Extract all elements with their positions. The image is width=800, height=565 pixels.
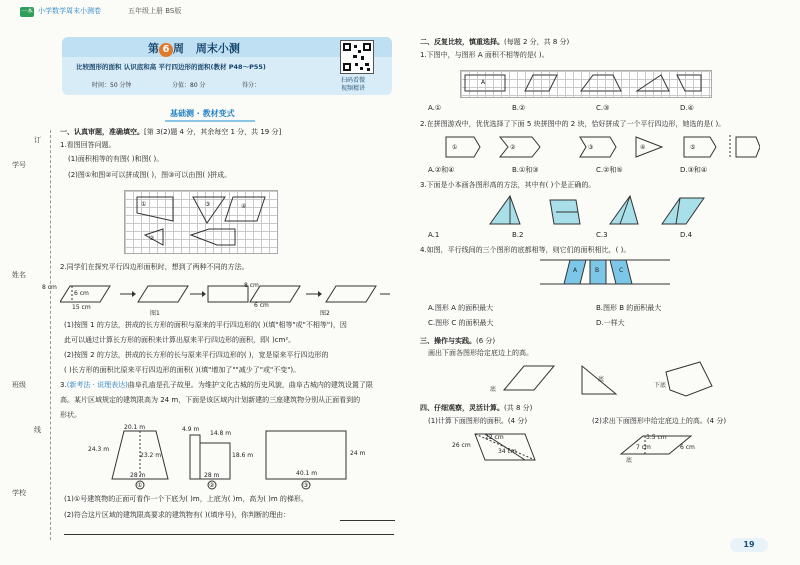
p2-q3-opt-d[interactable]: D.4 <box>680 231 693 239</box>
side-ding: 订 <box>34 136 41 144</box>
p4-f1-b: 26 cm <box>452 442 471 449</box>
part1-heading: 一、认真审题，准确填空。[第 3(2)题 4 分，其余每空 1 分，共 19 分] <box>60 128 282 136</box>
fig1-side: 8 cm <box>42 284 57 291</box>
p2-q1-opt-c[interactable]: C.③ <box>596 104 610 112</box>
time-label: 时间：50 分钟 <box>92 82 132 89</box>
qr-pattern-icon <box>341 41 373 73</box>
shape-5 <box>191 229 235 245</box>
page-number: 19 <box>730 538 768 552</box>
p2-q4: 4.如图，平行线间的三个图形的底都相等，则它们的面积相比，( )。 <box>420 246 631 254</box>
p2-q1-grid: A <box>460 70 712 98</box>
p2-q3-opt-c[interactable]: C.3 <box>596 231 608 239</box>
b3-height: 24 m <box>350 450 366 457</box>
p2-q2-opt-a[interactable]: A.②和④ <box>428 166 455 174</box>
b2-c: 18.6 m <box>232 452 254 459</box>
fig2-caption: 图2 <box>320 310 330 317</box>
week-title: 第 6 周 周末小测 <box>148 42 240 55</box>
p2-q4-figure <box>540 257 670 287</box>
part3-heading: 三、操作与实践。(6 分) <box>420 337 496 345</box>
binding-line <box>50 130 51 540</box>
fig1-rectangle <box>208 286 248 302</box>
p2-q3-opt-b[interactable]: B.2 <box>512 231 524 239</box>
p3-base-3: 下底 <box>654 382 667 389</box>
p4-q2: (2)求出下面图形中给定底边上的高。(4 分) <box>592 417 727 425</box>
p1-q2-2a: (2)按图 2 的方法，拼成的长方形的长与原来平行四边形的( )，宽是原来平行四边形的 <box>64 351 329 359</box>
p1-q3-2: (2)符合这片区域的建筑限高要求的建筑物有( )(填序号)，你判断的理由： <box>64 511 291 519</box>
qr-caption-1: 扫码看微 <box>341 77 366 84</box>
p4-f2-c: 7 cm <box>636 444 651 451</box>
p2-q1-opt-d[interactable]: D.④ <box>680 104 694 112</box>
b1-mid: 23.2 m <box>140 452 162 459</box>
fig1-height: 6 cm <box>74 290 89 297</box>
p1-q3-1: (1)①号建筑物的正面可看作一个下底为( )m，上底为( )m，高为( )m 的梯形。 <box>64 495 308 503</box>
qr-caption-2: 视频精讲 <box>341 85 366 92</box>
worksheet-page: 一本 小学数学周末小测卷 五年级上册 BS版 学号 姓名 班级 学校 订 线 第 6 周 周末小测 比较图形的面积 认识底和高 平行四边形的面积(教材 P48～P55) 时间：50 分钟 分值：80 分 得分： 扫码看微 视频精讲 基础测 · 教材变式 一、认真审题，准确填空。[第 3(2)题 4 分，其余每空 1 分，共 19 分] 1.看图回答问题。 (1)面积相等的有图( )和图( )。 (2)图①和图②可以拼成图( )，图③可以由图( )拼成。 ① ② ③ ④ 2.同学们在探究平行四边形面积时，想到了两种不同的方法。 8 cm 6 cm 15 cm 8 cm 6 cm 图1 图2 (1)按图 1 的方法，拼成的长方形的面积与原来的平行四边形的( )(填"相等"或"不相等")，因 此可以通过计算长方形的面积来计算出原来平行四边形的面积，即( )cm²。 (2)按图 2 的方法，拼成的长方形的长与原来平行四边形的( )，宽是原来平行四边形的 ( )长方形的面积比原来平行四边形的面积( )(填"增加了""减少了"或"不变")。 3.(新考法 · 说理表达)曲阜孔庙是孔子故里。为维护文化古城的历史风貌，曲阜古城内的建筑设置了限 高。某片区域规定的建筑限高为 24 m，下面是该区域内计划新建的三座建筑物分别从正面看到的 形状。 20.1 m 24.3 m 23.2 m 28 m 4.9 m 14.8 m 18.6 m 28 m 24 m 40.1 m ① ② ③ (1)①号建筑物的正面可看作一个下底为( )m，上底为( )m，高为( )m 的梯形。 (2)符合这片区域的建筑限高要求的建筑物有( )(填序号)，你判断的理由： 二、反复比较，慎重选择。(每题 2 分，共 8 分) 1.下图中，与图形 A 面积不相等的是( )。 A A.① B.② C.③ D.④ 2.在拼图游戏中，优优选择了下面 5 块拼图中的 2 块，恰好拼成了一个平行四边形，她选的是( )。 ① ② ③ ④ ⑤ A.②和④ B.①和③ C.②和⑤ D.③和④ 3.下面是小本画各图形高的方法，其中有( )个是正确的。 A.1 B.2 C.3 D.4 4.如图，平行线间的三个图形的底都相等，则它们的面积相比，( )。 A B C A.图形 A 的面积最大 B.图形 B 的面积最大 C.图形 C 的面积最大 D.一样大 三、操作与实践。(6 分) 画出下面各图形给定底边上的高。 底 底 下底 四、仔细观察，灵活计算。(共 8 分) (1)计算下面图形的面积。(4 分) (2)求出下面图形中给定底边上的高。(4 分) 22 cm 26 cm 34 cm 3.5 cm 6 cm 7 cm 底 19 <box>0 0 800 565</box>
p4-q1: (1)计算下面图形的面积。(4 分) <box>428 417 528 425</box>
p2-q2-opt-b[interactable]: B.①和③ <box>512 166 539 174</box>
building-2-tower <box>190 435 200 479</box>
b1-left: 24.3 m <box>88 446 110 453</box>
p2-q3: 3.下面是小本画各图形高的方法，其中有( )个是正确的。 <box>420 181 596 189</box>
p1-q3a: 3.(新考法 · 说理表达)曲阜孔庙是孔子故里。为维护文化古城的历史风貌，曲阜古城内的建筑设置了限 <box>60 381 373 389</box>
b2-bottom: 28 m <box>204 472 220 479</box>
p1-q1-1: (1)面积相等的有图( )和图( )。 <box>68 155 164 163</box>
q3-tag: (新考法 · 说理表达) <box>66 381 128 389</box>
q1-grid: ① ② ③ ④ <box>124 190 278 254</box>
p1-q3c: 形状。 <box>60 411 81 419</box>
score-get-label: 得分： <box>242 82 261 89</box>
p2-q4-opt-c[interactable]: C.图形 C 的面积最大 <box>428 319 494 327</box>
p1-q2-1b: 此可以通过计算长方形的面积来计算出原来平行四边形的面积，即( )cm²。 <box>64 336 296 344</box>
reason-line[interactable] <box>64 534 394 535</box>
side-label-name: 姓名 <box>12 271 26 279</box>
p4-f2-a: 3.5 cm <box>646 434 667 441</box>
p2-q3-shapes <box>480 192 720 228</box>
side-xian: 线 <box>34 426 41 434</box>
p2-q4-opt-a[interactable]: A.图形 A 的面积最大 <box>428 304 494 312</box>
p1-q2-1a: (1)按图 1 的方法，拼成的长方形的面积与原来的平行四边形的( )(填"相等"或"不相等")，因 <box>64 321 347 329</box>
p2-q2-opt-d[interactable]: D.③和④ <box>680 166 708 174</box>
side-label-student-no: 学号 <box>12 161 26 169</box>
top-bar <box>20 6 400 22</box>
p4-f1-c: 34 cm <box>498 448 517 455</box>
b2-a: 4.9 m <box>182 426 200 433</box>
series-title: 小学数学周末小测卷 <box>38 7 101 15</box>
grade-label: 五年级上册 BS版 <box>128 7 182 15</box>
p2-q2: 2.在拼图游戏中，优优选择了下面 5 块拼图中的 2 块，恰好拼成了一个平行四边形，她选的是( )。 <box>420 120 726 128</box>
p4-f1-a: 22 cm <box>485 434 504 441</box>
b1-top: 20.1 m <box>124 424 146 431</box>
p3-base-1: 底 <box>490 386 497 393</box>
side-label-school: 学校 <box>12 489 26 497</box>
fig1-caption: 图1 <box>150 310 160 317</box>
p2-q1-shapes <box>461 71 711 97</box>
qr-code <box>340 40 374 74</box>
section-banner: 基础测 · 教材变式 <box>170 109 235 118</box>
part2-heading: 二、反复比较，慎重选择。(每题 2 分，共 8 分) <box>420 38 570 46</box>
b2-b: 14.8 m <box>210 430 232 437</box>
q1-shapes <box>125 191 277 253</box>
p4-f2-b: 6 cm <box>680 444 695 451</box>
score-full-label: 分值：80 分 <box>172 82 206 89</box>
fig1-base: 15 cm <box>72 304 91 311</box>
p2-q4-opt-b[interactable]: B.图形 B 的面积最大 <box>596 304 662 312</box>
p2-q2-pieces <box>440 133 760 161</box>
p2-q1-opt-a[interactable]: A.① <box>428 104 442 112</box>
p1-q2-2b: ( )长方形的面积比原来平行四边形的面积( )(填"增加了""减少了"或"不变")。 <box>64 366 301 374</box>
header-subtitle: 比较图形的面积 认识底和高 平行四边形的面积(教材 P48～P55) <box>76 63 266 71</box>
p4-f2-base: 底 <box>626 457 633 464</box>
q2-figures <box>60 276 400 320</box>
fig2-height: 6 cm <box>254 302 269 309</box>
p3-base-2: 底 <box>598 376 605 383</box>
p2-q1: 1.下图中，与图形 A 面积不相等的是( )。 <box>420 51 549 59</box>
p2-q4-opt-d[interactable]: D.一样大 <box>596 319 625 327</box>
p1-q3b: 高。某片区域规定的建筑限高为 24 m，下面是该区域内计划新建的三座建筑物分别从正面看到的 <box>60 396 361 404</box>
p2-q3-opt-a[interactable]: A.1 <box>428 231 440 239</box>
side-label-class: 班级 <box>12 381 26 389</box>
reason-blank[interactable] <box>340 520 395 521</box>
p3-shapes <box>490 360 720 400</box>
fig2-side: 8 cm <box>244 282 259 289</box>
p1-q1: 1.看图回答问题。 <box>60 141 116 149</box>
b1-bottom: 28 m <box>130 472 146 479</box>
p1-q2: 2.同学们在探究平行四边形面积时，想到了两种不同的方法。 <box>60 263 249 271</box>
part4-heading: 四、仔细观察，灵活计算。(共 8 分) <box>420 404 533 412</box>
brand-tag: 一本 <box>20 8 33 15</box>
p1-q1-2: (2)图①和图②可以拼成图( )，图③可以由图( )拼成。 <box>68 171 232 179</box>
b3-bottom: 40.1 m <box>296 470 318 477</box>
week-badge: 6 <box>159 43 173 57</box>
p2-q1-opt-b[interactable]: B.② <box>512 104 526 112</box>
p3-q: 画出下面各图形给定底边上的高。 <box>428 349 533 357</box>
p2-q2-opt-c[interactable]: C.②和⑤ <box>596 166 623 174</box>
